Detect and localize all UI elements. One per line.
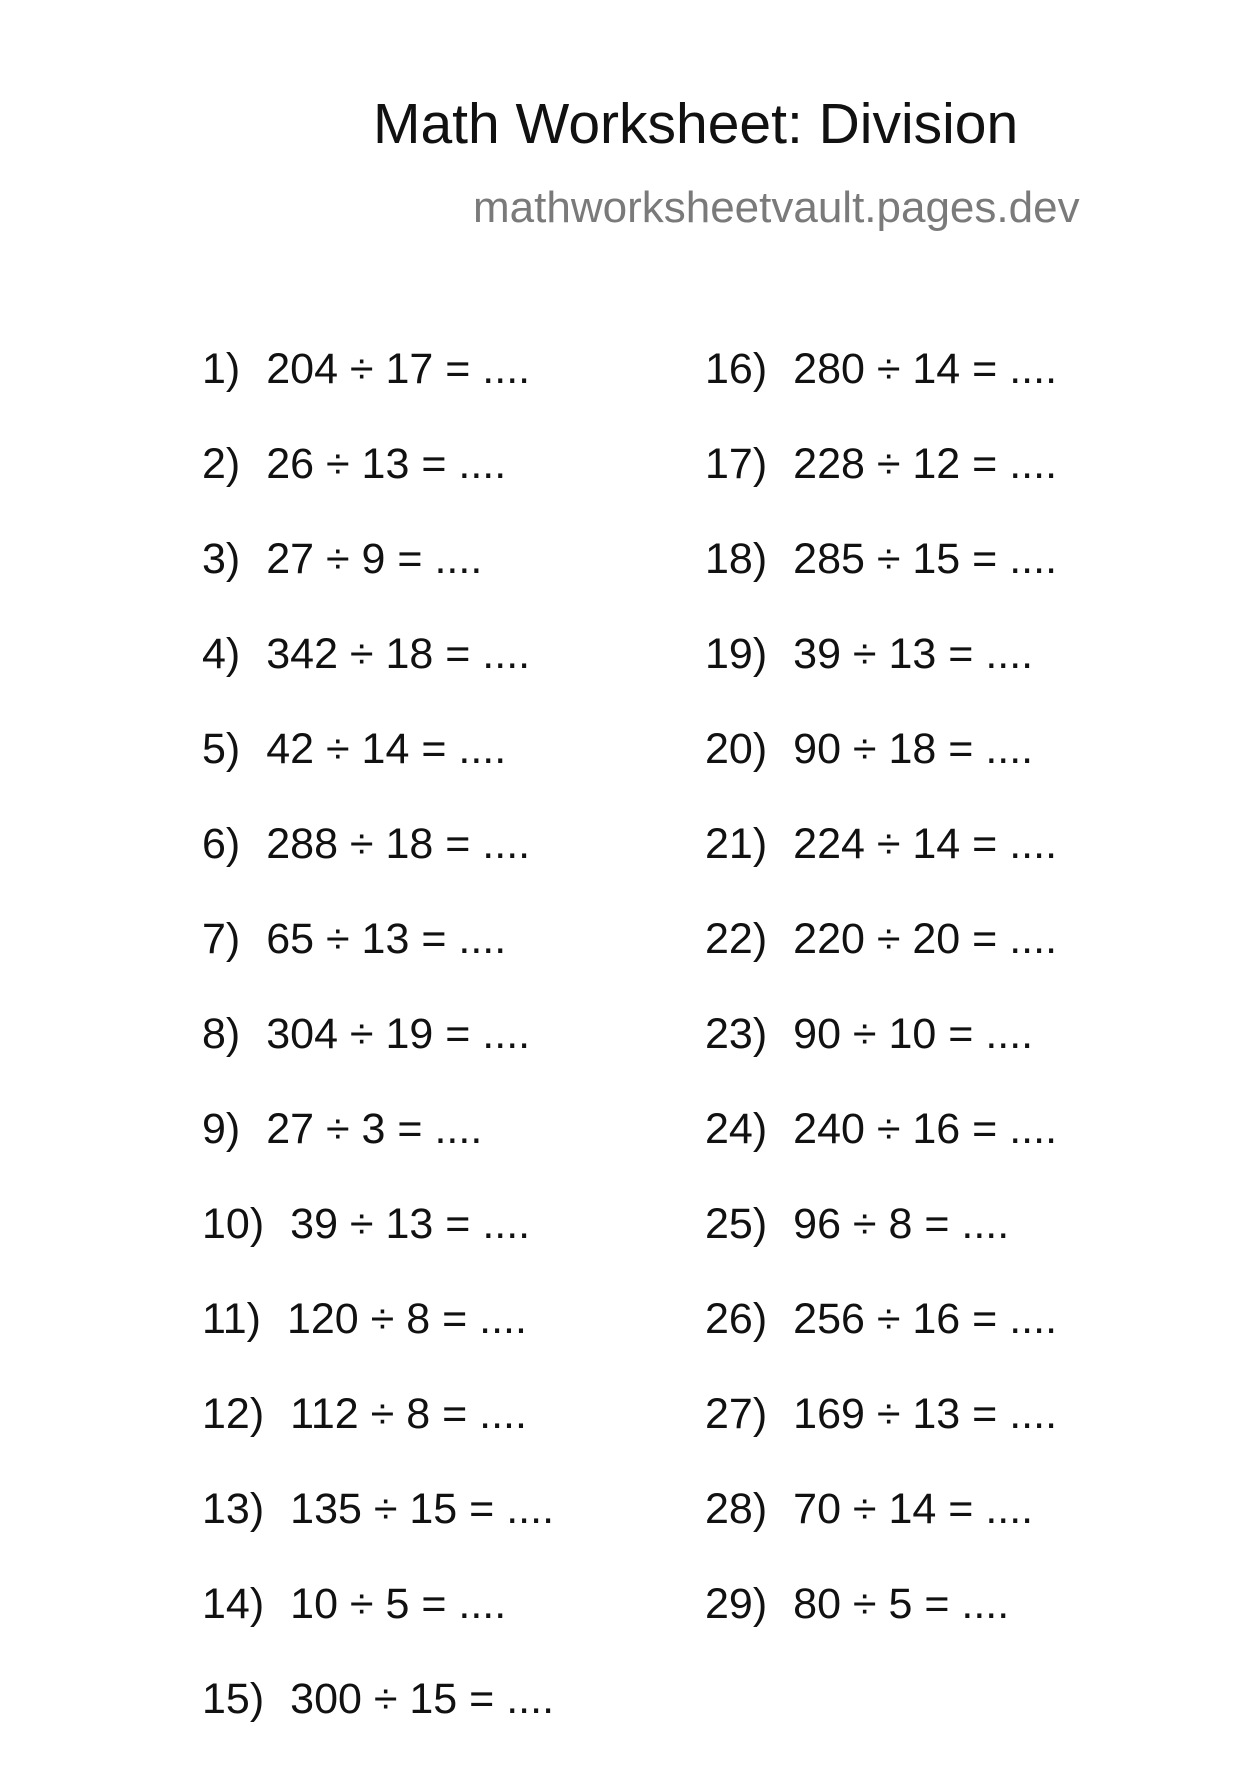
problem-expression: 39 ÷ 13 = ....	[793, 630, 1034, 678]
problem-number: 8)	[202, 1010, 241, 1058]
problem-number: 17)	[705, 440, 768, 488]
problem-column-left	[202, 345, 555, 1773]
problem-item	[705, 725, 1057, 823]
problem-number: 10)	[202, 1200, 265, 1248]
problem-expression: 280 ÷ 14 = ....	[793, 345, 1058, 393]
problem-expression: 288 ÷ 18 = ....	[266, 820, 531, 868]
problem-number: 4)	[202, 630, 241, 678]
problem-item	[705, 915, 1058, 1013]
problem-expression: 342 ÷ 18 = ....	[266, 630, 531, 678]
problem-number: 1)	[202, 345, 241, 393]
problem-number: 24)	[705, 1105, 768, 1153]
problem-number: 25)	[705, 1200, 768, 1248]
problem-number: 5)	[202, 725, 241, 773]
problem-expression: 65 ÷ 13 = ....	[266, 915, 507, 963]
worksheet-title: Math Worksheet: Division	[373, 92, 1019, 156]
problem-expression: 90 ÷ 18 = ....	[793, 725, 1034, 773]
problem-expression: 39 ÷ 13 = ....	[290, 1200, 531, 1248]
problem-item	[705, 345, 1058, 443]
problem-number: 14)	[202, 1580, 265, 1628]
problem-number: 7)	[202, 915, 241, 963]
problem-expression: 42 ÷ 14 = ....	[266, 725, 507, 773]
problem-expression: 96 ÷ 8 = ....	[793, 1200, 1010, 1248]
problem-expression: 228 ÷ 12 = ....	[793, 440, 1058, 488]
problem-item	[202, 630, 554, 728]
problem-item	[705, 1580, 1057, 1678]
problem-expression: 27 ÷ 3 = ....	[266, 1105, 483, 1153]
problem-expression: 120 ÷ 8 = ....	[286, 1295, 527, 1343]
problem-expression: 10 ÷ 5 = ....	[290, 1580, 507, 1628]
problem-item	[705, 1485, 1057, 1583]
problem-expression: 90 ÷ 10 = ....	[793, 1010, 1034, 1058]
problem-number: 16)	[705, 345, 768, 393]
problem-item	[705, 1295, 1058, 1393]
problem-item	[705, 630, 1057, 728]
problem-expression: 224 ÷ 14 = ....	[793, 820, 1058, 868]
problem-number: 2)	[202, 440, 241, 488]
problem-item	[202, 1200, 554, 1298]
problem-expression: 220 ÷ 20 = ....	[793, 915, 1058, 963]
problem-expression: 285 ÷ 15 = ....	[793, 535, 1058, 583]
problem-item	[705, 1200, 1057, 1298]
problem-item	[202, 1390, 554, 1488]
problem-expression: 240 ÷ 16 = ....	[793, 1105, 1058, 1153]
problem-item	[202, 820, 554, 918]
problem-item	[202, 1295, 554, 1393]
problem-expression: 204 ÷ 17 = ....	[266, 345, 531, 393]
problem-expression: 27 ÷ 9 = ....	[266, 535, 483, 583]
problem-number: 29)	[705, 1580, 768, 1628]
problem-expression: 135 ÷ 15 = ....	[290, 1485, 555, 1533]
problem-expression: 256 ÷ 16 = ....	[793, 1295, 1058, 1343]
problem-item	[202, 725, 554, 823]
problem-number: 6)	[202, 820, 241, 868]
problem-item	[202, 440, 554, 538]
problem-item	[705, 1390, 1058, 1488]
problem-expression: 112 ÷ 8 = ....	[290, 1390, 527, 1438]
problem-item	[705, 1105, 1058, 1203]
problem-item	[705, 440, 1058, 538]
problem-number: 15)	[202, 1675, 265, 1723]
problem-number: 11)	[202, 1295, 261, 1343]
problem-number: 3)	[202, 535, 241, 583]
problem-number: 13)	[202, 1485, 265, 1533]
problem-item	[202, 1010, 554, 1108]
problem-expression: 26 ÷ 13 = ....	[266, 440, 507, 488]
problem-expression: 169 ÷ 13 = ....	[793, 1390, 1058, 1438]
problem-item	[202, 345, 554, 443]
problem-number: 20)	[705, 725, 768, 773]
problem-item	[705, 820, 1058, 918]
problem-number: 9)	[202, 1105, 241, 1153]
problem-number: 26)	[705, 1295, 768, 1343]
problem-item	[202, 1485, 555, 1583]
problem-number: 27)	[705, 1390, 768, 1438]
problem-expression: 300 ÷ 15 = ....	[290, 1675, 555, 1723]
problem-column-right	[705, 345, 1058, 1678]
problem-expression: 80 ÷ 5 = ....	[793, 1580, 1010, 1628]
problem-number: 12)	[202, 1390, 265, 1438]
problem-item	[202, 1105, 554, 1203]
problem-item	[705, 535, 1058, 633]
problem-item	[202, 535, 554, 633]
problem-number: 28)	[705, 1485, 768, 1533]
problem-item	[202, 1675, 555, 1773]
problem-number: 19)	[705, 630, 768, 678]
problem-expression: 304 ÷ 19 = ....	[266, 1010, 531, 1058]
problem-item	[202, 915, 554, 1013]
worksheet-source-url: mathworksheetvault.pages.dev	[473, 183, 1080, 232]
problem-number: 21)	[705, 820, 768, 868]
problem-expression: 70 ÷ 14 = ....	[793, 1485, 1034, 1533]
problem-number: 22)	[705, 915, 768, 963]
problem-number: 18)	[705, 535, 768, 583]
problem-item	[202, 1580, 554, 1678]
problem-number: 23)	[705, 1010, 768, 1058]
problem-item	[705, 1010, 1057, 1108]
